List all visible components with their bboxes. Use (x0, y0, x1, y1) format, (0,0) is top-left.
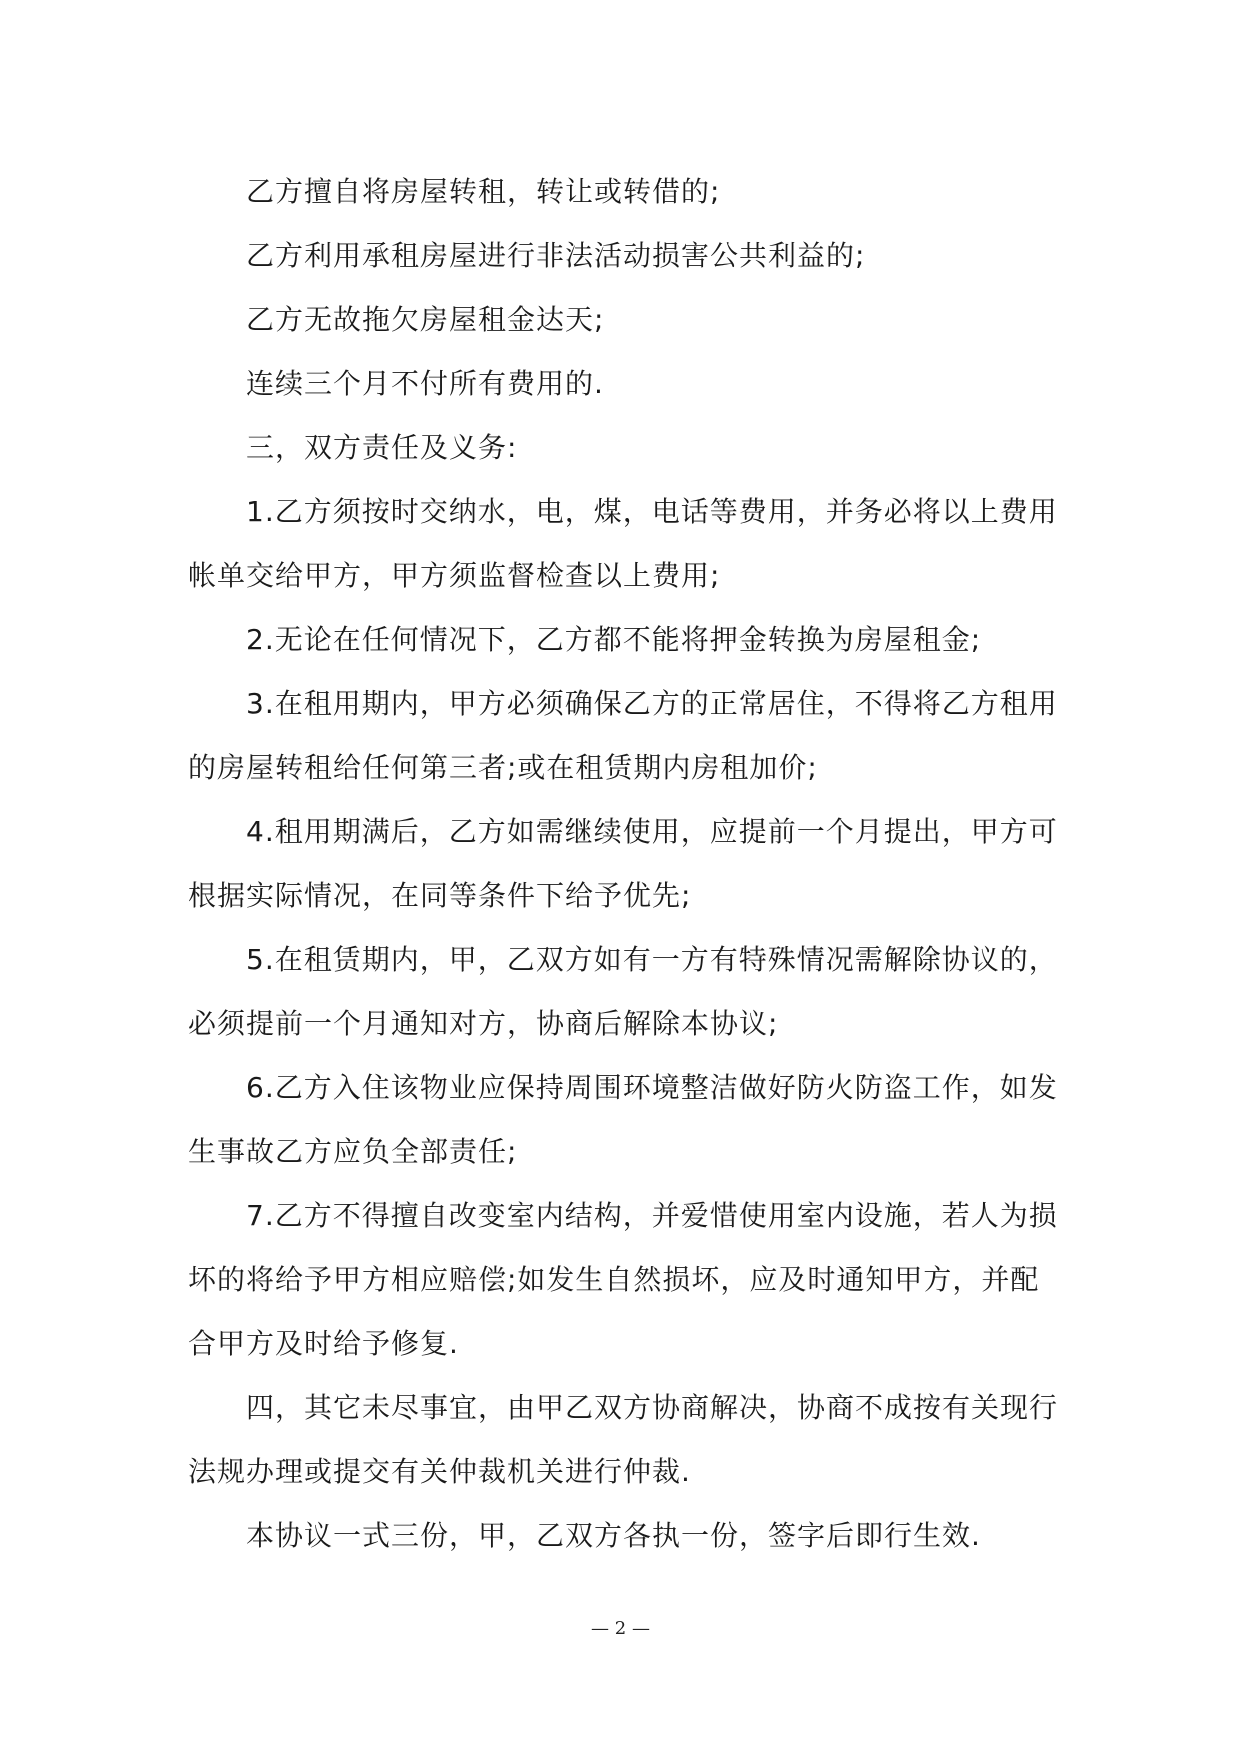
paragraph: 本协议一式三份，甲，乙双方各执一份，签字后即行生效. (246, 1519, 981, 1552)
page-number: — 2 — (591, 1618, 650, 1639)
paragraph: 乙方利用承租房屋进行非法活动损害公共利益的; (246, 239, 866, 272)
paragraph: 乙方无故拖欠房屋租金达天; (246, 303, 605, 336)
paragraph: 4.租用期满后，乙方如需继续使用，应提前一个月提出，甲方可根据实际情况，在同等条件下给予优先; (188, 815, 1058, 912)
document-body (188, 160, 1068, 1568)
paragraph: 1.乙方须按时交纳水，电，煤，电话等费用，并务必将以上费用帐单交给甲方，甲方须监督检查以上费用; (188, 495, 1058, 592)
section-heading: 三，双方责任及义务: (246, 431, 518, 464)
paragraph: 6.乙方入住该物业应保持周围环境整洁做好防火防盗工作，如发生事故乙方应负全部责任; (188, 1071, 1058, 1168)
paragraph: 7.乙方不得擅自改变室内结构，并爱惜使用室内设施，若人为损坏的将给予甲方相应赔偿;如发生自然损坏，应及时通知甲方，并配合甲方及时给予修复. (188, 1199, 1058, 1360)
paragraph: 2.无论在任何情况下，乙方都不能将押金转换为房屋租金; (246, 623, 982, 656)
paragraph: 3.在租用期内，甲方必须确保乙方的正常居住，不得将乙方租用的房屋转租给任何第三者;或在租赁期内房租加价; (188, 687, 1058, 784)
paragraph: 连续三个月不付所有费用的. (246, 367, 604, 400)
paragraph: 四，其它未尽事宜，由甲乙双方协商解决，协商不成按有关现行法规办理或提交有关仲裁机关进行仲裁. (188, 1391, 1059, 1488)
paragraph: 乙方擅自将房屋转租，转让或转借的; (246, 175, 721, 208)
paragraph: 5.在租赁期内，甲，乙双方如有一方有特殊情况需解除协议的，必须提前一个月通知对方，协商后解除本协议; (188, 943, 1058, 1040)
